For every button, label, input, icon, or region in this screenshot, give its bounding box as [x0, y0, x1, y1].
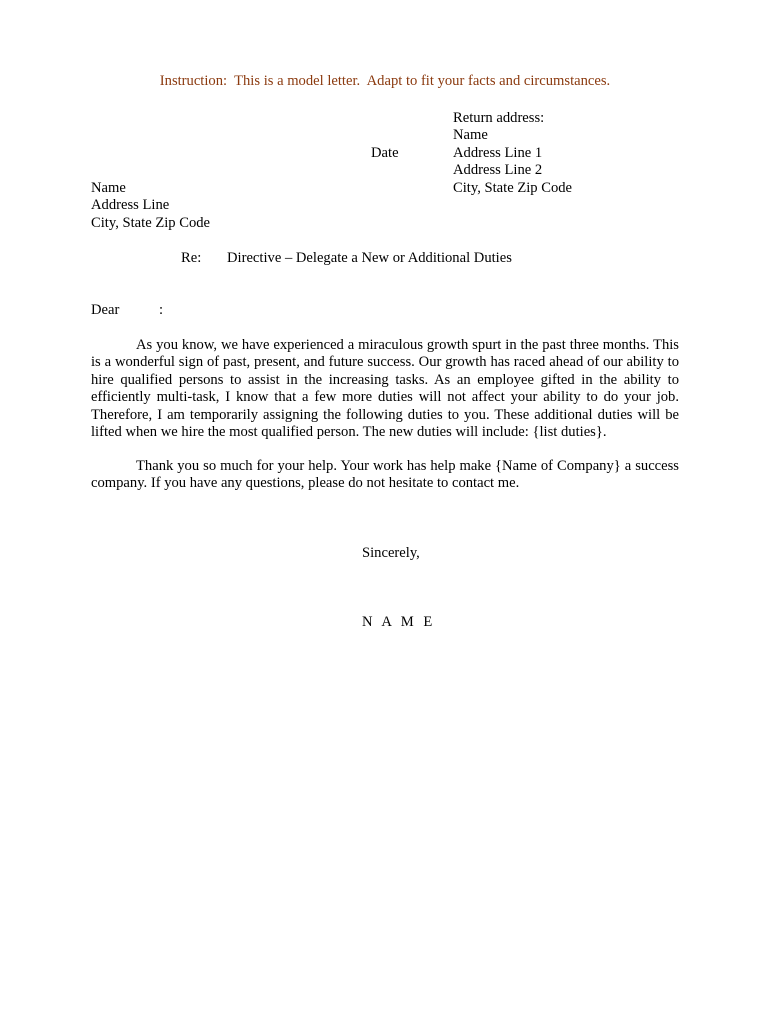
return-address-line2: Address Line 2	[453, 162, 543, 179]
recipient-city: City, State Zip Code	[91, 214, 211, 231]
return-address-line1: Address Line 1	[453, 144, 543, 161]
return-address-city: City, State Zip Code	[453, 179, 573, 196]
return-address-block	[453, 110, 572, 197]
return-address-heading: Return address:	[453, 110, 545, 126]
recipient-name: Name	[91, 180, 126, 196]
recipient-address-block	[91, 180, 210, 232]
subject-line	[181, 250, 512, 267]
subject-label: Re:	[181, 250, 202, 266]
date-label: Date	[371, 145, 399, 161]
body-paragraph-2: Thank you so much for your help. Your work has help make {Name of Company} a success company. If you have any questions, please do not hesitate to contact me.	[91, 458, 679, 492]
body-paragraph-1: As you know, we have experienced a miraculous growth spurt in the past three months. This is a wonderful sign of past, present, and future success. Our growth has raced ahead of our ability to hire qualified persons to assist in the increasing tasks. As an employee gifted in the ability to efficiently multi-task, I know that a few more duties will not affect your ability to do your job. Therefore, I am temporarily assigning the following duties to you. These additional duties will be lifted when we hire the most qualified person. The new duties will include: {list duties}.	[91, 337, 679, 441]
recipient-address-line: Address Line	[91, 197, 170, 214]
salutation-dear: Dear	[91, 302, 120, 318]
closing: Sincerely,	[362, 545, 420, 561]
signature-name: N A M E	[362, 614, 436, 630]
instruction-note: Instruction: This is a model letter. Adapt to fit your facts and circumstances.	[159, 73, 611, 89]
return-address-name: Name	[453, 127, 488, 144]
subject-text: Directive – Delegate a New or Additional Duties	[227, 250, 512, 266]
salutation	[91, 302, 163, 319]
salutation-colon: :	[159, 302, 164, 318]
